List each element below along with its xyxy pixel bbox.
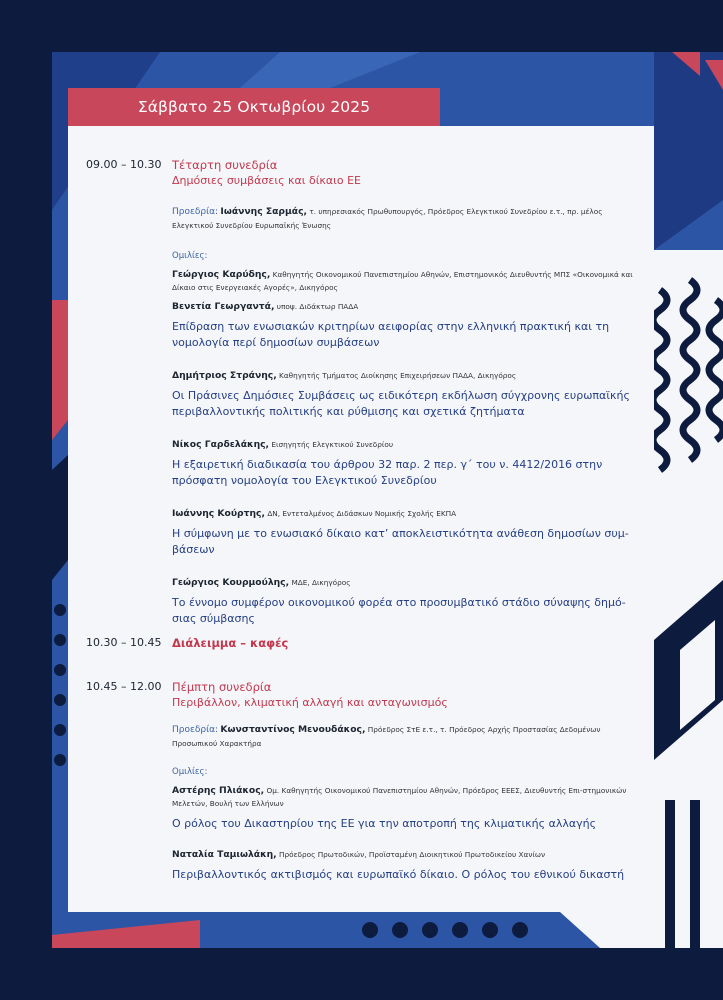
speaker-role: Εισηγητής Ελεγκτικού Συνεδρίου xyxy=(271,440,394,449)
talk-title: Το έννομο συμφέρον οικονομικού φορέα στο προσυμβατικό στάδιο σύναψης δημό-σιας σύμβασης xyxy=(172,596,626,625)
session-subtitle: Περιβάλλον, κλιματική αλλαγή και ανταγωνισμός xyxy=(172,696,448,709)
speaker-name: Ιωάννης Κούρτης, xyxy=(172,508,265,519)
talks-label: Ομιλίες: xyxy=(172,767,208,777)
speaker-name: Γεώργιος Καρύδης, xyxy=(172,269,271,280)
session-time: 10.45 – 12.00 xyxy=(86,680,162,693)
session-time: 09.00 – 10.30 xyxy=(86,158,162,171)
speaker-role: ΔΝ, Εντεταλμένος Διδάσκων Νομικής Σχολής ΕΚΠΑ xyxy=(267,509,457,518)
session-title: Τέταρτη συνεδρία xyxy=(172,158,278,172)
chair-name: Ιωάννης Σαρμάς, xyxy=(220,206,308,217)
talk-title: Επίδραση των ενωσιακών κριτηρίων αειφορίας στην ελληνική πρακτική και τη νομολογία περί δημοσίων συμβάσεων xyxy=(172,320,610,349)
speaker xyxy=(172,848,634,861)
talk-title: Ο ρόλος του Δικαστηρίου της ΕΕ για την αποτροπή της κλιματικής αλλαγής xyxy=(172,817,597,830)
speaker-role: Ομ. Καθηγητής Οικονομικού Πανεπιστημίου Αθηνών, Πρόεδρος ΕΕΕΣ, Διευθυντής Επι-στημονικών Μελετών, Βουλή των Ελλήνων xyxy=(172,786,627,808)
speaker-role: Καθηγητής Οικονομικού Πανεπιστημίου Αθηνών, Επιστημονικός Διευθυντής ΜΠΣ «Οικονομικά και Δίκαιο στις Ενεργειακές Αγορές», Δικηγόρος xyxy=(172,270,633,292)
chair-label: Προεδρία: xyxy=(172,207,219,217)
speaker xyxy=(172,268,634,294)
speaker-name: Βενετία Γεωργαντά, xyxy=(172,301,275,312)
speaker-role: υποψ. Διδάκτωρ ΠΑΔΑ xyxy=(276,302,359,311)
chair-name: Κωνσταντίνος Μενουδάκος, xyxy=(220,724,366,735)
session-title: Πέμπτη συνεδρία xyxy=(172,680,272,694)
talk-title: Η εξαιρετική διαδικασία του άρθρου 32 παρ. 2 περ. γ΄ του ν. 4412/2016 στην πρόσφατη νομολογία του Ελεγκτικού Συνεδρίου xyxy=(172,458,603,487)
speaker-name: Γεώργιος Κουρμούλης, xyxy=(172,577,290,588)
session-chair xyxy=(172,723,634,750)
speaker-name: Ναταλία Ταμιωλάκη, xyxy=(172,849,277,860)
talk-title: Η σύμφωνη με το ενωσιακό δίκαιο κατ’ αποκλειστικότητα ανάθεση δημοσίων συμ-βάσεων xyxy=(172,527,629,556)
speaker-name: Δημήτριος Στράνης, xyxy=(172,370,277,381)
speaker-role: Καθηγητής Τμήματος Διοίκησης Επιχειρήσεων ΠΑΔΑ, Δικηγόρος xyxy=(279,371,517,380)
talks-label: Ομιλίες: xyxy=(172,251,208,261)
speaker xyxy=(172,300,634,313)
speaker-name: Νίκος Γαρδελάκης, xyxy=(172,439,270,450)
speaker-role: Πρόεδρος Πρωτοδικών, Προϊσταμένη Διοικητικού Πρωτοδικείου Χανίων xyxy=(279,850,546,859)
talk-title: Οι Πράσινες Δημόσιες Συμβάσεις ως ειδικότερη εκδήλωση σύγχρονης ευρωπαϊκής περιβαλλοντικής πολιτικής και ρύθμισης και σχετικά ζητήματα xyxy=(172,389,630,418)
chair-role: τ. υπηρεσιακός Πρωθυπουργός, Πρόεδρος Ελεγκτικού Συνεδρίου ε.τ., πρ. μέλος Ελεγκτικού Συνεδρίου Ευρωπαϊκής Ένωσης xyxy=(172,207,603,230)
break-time: 10.30 – 10.45 xyxy=(86,636,162,649)
chair-role: Πρόεδρος ΣτΕ ε.τ., τ. Πρόεδρος Αρχής Προστασίας Δεδομένων Προσωπικού Χαρακτήρα xyxy=(172,725,601,748)
date-banner: Σάββατο 25 Οκτωβρίου 2025 xyxy=(68,88,440,126)
speaker xyxy=(172,576,634,589)
session-chair xyxy=(172,205,634,232)
speaker xyxy=(172,784,634,810)
session-subtitle: Δημόσιες συμβάσεις και δίκαιο ΕΕ xyxy=(172,174,362,187)
speaker xyxy=(172,369,634,382)
speaker xyxy=(172,438,634,451)
break-title: Διάλειμμα – καφές xyxy=(172,636,289,650)
speaker xyxy=(172,507,634,520)
speaker-name: Αστέρης Πλιάκος, xyxy=(172,785,265,796)
talk-title: Περιβαλλοντικός ακτιβισμός και ευρωπαϊκό δίκαιο. Ο ρόλος του εθνικού δικαστή xyxy=(172,868,625,881)
program-card xyxy=(68,126,654,912)
chair-label: Προεδρία: xyxy=(172,725,219,735)
speaker-role: ΜΔΕ, Δικηγόρος xyxy=(291,578,351,587)
